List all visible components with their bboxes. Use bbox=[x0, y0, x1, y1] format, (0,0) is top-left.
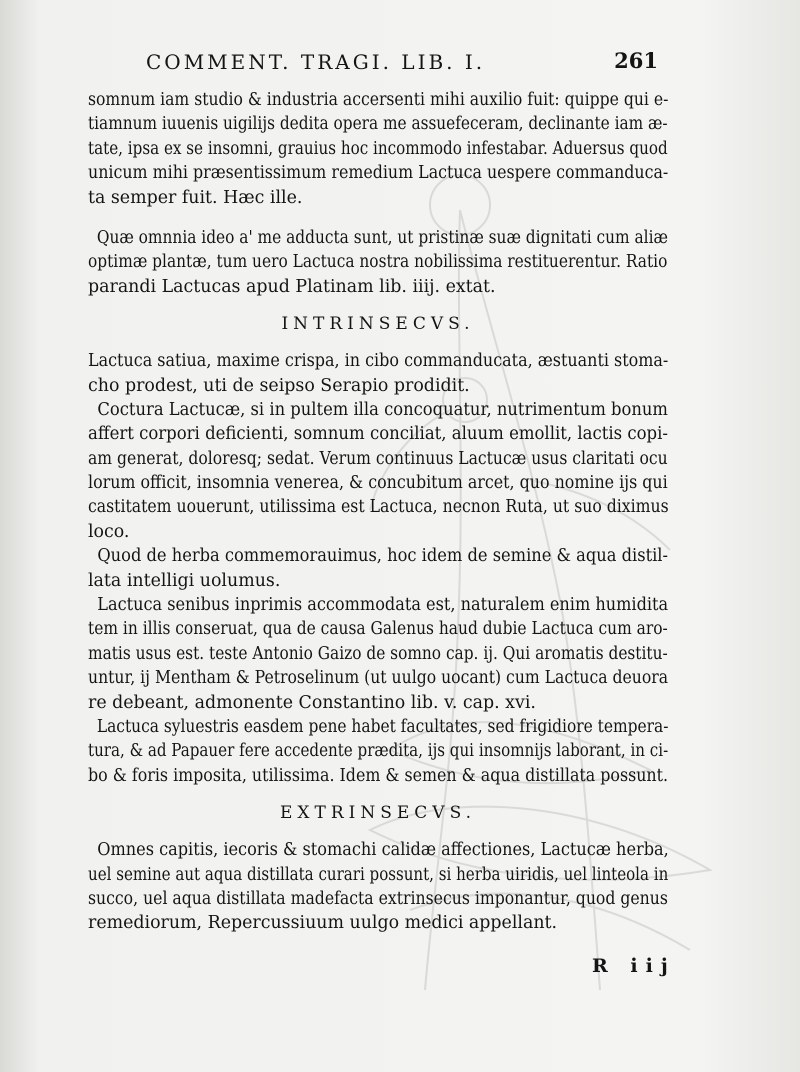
text-line: parandi Lactucas apud Platinam lib. iiij. extat. bbox=[88, 276, 496, 297]
text-line: lata intelligi uolumus. bbox=[88, 570, 281, 591]
catchword-signature: R iij bbox=[592, 955, 676, 977]
text-line: Lactuca satiua, maxime crispa, in cibo commanducata, æstuanti stoma- bbox=[88, 351, 669, 372]
paragraph-1 bbox=[88, 88, 668, 210]
text-line: tura, & ad Papauer fere accedente prædita, ijs qui insomnijs laborant, in ci- bbox=[88, 741, 669, 762]
text-line: re debeant, admonente Constantino lib. v. cap. xvi. bbox=[88, 692, 536, 713]
text-line: optimæ plantæ, tum uero Lactuca nostra nobilissima restituerentur. Ratio bbox=[88, 252, 668, 273]
text-line: unicum mihi præsentissimum remedium Lactuca uespere commanduca- bbox=[88, 163, 669, 184]
text-line: Omnes capitis, iecoris & stomachi calidæ affectiones, Lactucæ herba, bbox=[97, 840, 669, 861]
page-number: 261 bbox=[614, 48, 658, 73]
text-line: matis usus est. teste Antonio Gaizo de somno cap. ij. Qui aromatis destitu- bbox=[88, 643, 668, 664]
text-line: tem in illis conseruat, qua de causa Galenus haud dubie Lactuca cum aro- bbox=[88, 619, 668, 640]
text-line: bo & foris imposita, utilissima. Idem & semen & aqua distillata possunt. bbox=[88, 765, 669, 786]
paragraph-3 bbox=[88, 349, 668, 398]
text-line: ta semper fuit. Hæc ille. bbox=[88, 187, 303, 208]
text-line: castitatem uouerunt, utilissima est Lactuca, necnon Ruta, ut suo diximus bbox=[88, 497, 669, 518]
text-line: Coctura Lactucæ, si in pultem illa concoquatur, nutrimentum bonum bbox=[97, 399, 668, 420]
running-head-title: COMMENT. TRAGI. LIB. I. bbox=[146, 50, 486, 74]
paragraph-7 bbox=[88, 715, 668, 788]
text-line: remediorum, Repercussiuum uulgo medici appellant. bbox=[88, 913, 558, 934]
paragraph-5 bbox=[88, 544, 668, 593]
text-line: lorum officit, insomnia venerea, & concubitum arcet, quo nomine ijs qui bbox=[88, 473, 668, 494]
section-heading-extrinsecus: EXTRINSECVS. bbox=[279, 803, 477, 824]
text-line: tiamnum iuuenis uigilijs dedita opera me assuefeceram, declinante iam æ- bbox=[88, 114, 668, 135]
text-line: Lactuca syluestris easdem pene habet facultates, sed frigidiore tempera- bbox=[96, 716, 669, 737]
text-line: tate, ipsa ex se insomni, grauius hoc incommodo infestabar. Aduersus quod bbox=[88, 138, 668, 159]
text-line: succo, uel aqua distillata madefacta extrinsecus imponantur, quod genus bbox=[88, 888, 668, 909]
text-line: loco. bbox=[88, 521, 130, 542]
text-line: cho prodest, uti de seipso Serapio prodidit. bbox=[88, 375, 470, 396]
text-line: Quod de herba commemorauimus, hoc idem de semine & aqua distil- bbox=[97, 546, 669, 567]
text-line: uel semine aut aqua distillata curari possunt, si herba uiridis, uel linteola in bbox=[88, 864, 669, 885]
paragraph-8 bbox=[88, 838, 668, 936]
paragraph-6 bbox=[88, 593, 668, 715]
body-text bbox=[88, 88, 668, 936]
text-line: am generat, doloresq; sedat. Verum continuus Lactucæ usus claritati ocu bbox=[88, 448, 668, 469]
text-line: somnum iam studio & industria accersenti mihi auxilio fuit: quippe qui e- bbox=[88, 90, 669, 110]
text-line: untur, ij Mentham & Petroselinum (ut uulgo uocant) cum Lactuca deuora bbox=[88, 668, 669, 689]
text-line: affert corpori deficienti, somnum conciliat, aluum emollit, lactis copi- bbox=[88, 424, 668, 445]
text-line: Lactuca senibus inprimis accommodata est, naturalem enim humidita bbox=[97, 595, 669, 616]
section-heading-intrinsecus: INTRINSECVS. bbox=[281, 314, 475, 335]
running-head bbox=[138, 48, 658, 78]
text-line: Quæ omnnia ideo a' me adducta sunt, ut pristinæ suæ dignitati cum aliæ bbox=[96, 227, 668, 248]
paragraph-2 bbox=[88, 226, 668, 299]
paragraph-4 bbox=[88, 398, 668, 544]
